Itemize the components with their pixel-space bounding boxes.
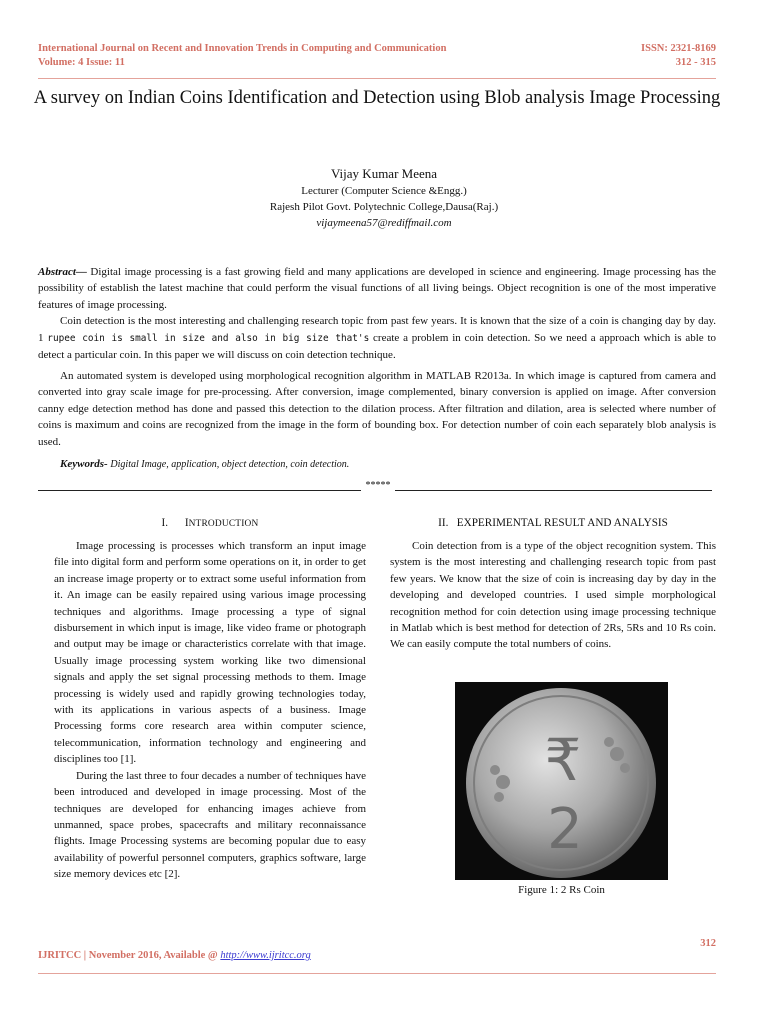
separator-stars: ***** [365, 480, 391, 491]
coin-rupee-symbol: ₹ [544, 726, 582, 794]
keywords-label: Keywords- [60, 458, 108, 470]
author-institution: Rajesh Pilot Govt. Polytechnic College,Dausa(Raj.) [269, 201, 499, 213]
coin-value: 2 [547, 797, 583, 862]
introduction-body [54, 538, 366, 883]
page-number: 312 [700, 938, 716, 949]
author-position: Lecturer (Computer Science &Engg.) [301, 185, 467, 197]
separator-line-left [38, 490, 361, 491]
abstract-paragraph-2: Coin detection is the most interesting and challenging research topic from past few years. It is known that the size of a coin is changing day by day. 1 rupee coin is small in size and also in big size that's create a problem in coin detection. So we need a approach which is able to detect a particular coin. In this paper we will discuss on coin detection technique. [38, 315, 717, 362]
header-right [641, 42, 716, 70]
separator-line-right [395, 490, 712, 491]
journal-link[interactable]: http://www.ijritcc.org [220, 950, 311, 961]
introduction-paragraph-2: During the last three to four decades a number of techniques have been introduced and developed in image processing. Most of the techniques are developed for enhancing images achieve from unmanned, space probes, spacecrafts and military reconnaissance flights. Image Processing systems are becoming popular due to easy availability of powerful personnel computers, graphics software, large size memory devices etc [2]. [54, 769, 366, 881]
author-name: Vijay Kumar Meena [330, 166, 438, 181]
results-paragraph-1: Coin detection from is a type of the object recognition system. This system is the most interesting and challenging research topic from past few years. We know that the size of coin is increasing day by day in the developing and developed countries. I used simple morphological recognition method for coin detection using image processing technique in Matlab which is best method for detection of 2Rs, 5Rs and 10 Rs coin. We can easily compute the total numbers of coins. [390, 540, 716, 651]
footer-text: IJRITCC | November 2016, Available @ [38, 950, 221, 961]
abstract-paragraph-3: An automated system is developed using morphological recognition algorithm in MATLAB R2013a. In which image is captured from camera and converted into gray scale image for pre-processing. After conversion, image complemented, binary conversion is applied on image. After conversion canny edge detection method has done and passed this detection to the dilation process. After filtration and dilation, area is selected where number of coins is maximum and coins are recognized from the image in the form of bounding box. For detection number of coin each separately blob analysis is used. [38, 370, 716, 448]
footer [38, 950, 311, 961]
author-email: vijaymeena57@rediffmail.com [316, 217, 452, 229]
page-range: 312 - 315 [675, 57, 716, 68]
footer-rule [38, 973, 716, 974]
volume-issue: Volume: 4 Issue: 11 [38, 57, 125, 68]
abstract-paragraph-1: Abstract— Digital image processing is a fast growing field and many applications are developed in science and engineering. Image processing has the possibility of establish the latest machine that could perform the visual functions of all living beings. Object recognition is one of the most imperative features of image processing. [38, 266, 716, 311]
issn: ISSN: 2321-8169 [641, 43, 716, 54]
section-heading-introduction: I. INTRODUCTION [161, 517, 259, 529]
paper-title: A survey on Indian Coins Identification and Detection using Blob analysis Image Processing [33, 88, 721, 108]
keywords [60, 458, 349, 470]
keywords-text: Digital Image, application, object detection, coin detection. [110, 459, 350, 470]
section-separator [38, 480, 712, 494]
header-left [38, 42, 446, 70]
results-body [390, 538, 716, 653]
figure-caption: Figure 1: 2 Rs Coin [518, 884, 605, 896]
coin-illustration [455, 682, 668, 880]
abstract-label: Abstract— [38, 266, 87, 278]
journal-name: International Journal on Recent and Innovation Trends in Computing and Communication [38, 43, 447, 54]
abstract [38, 264, 716, 363]
coin-photo [455, 682, 668, 880]
section-heading-results: II. EXPERIMENTAL RESULT AND ANALYSIS [438, 517, 668, 529]
header-rule [38, 78, 716, 79]
introduction-paragraph-1: Image processing is processes which transform an input image file into digital form and perform some operations on it, in order to get an increase image property or to extract some useful information from it. An image can be easily repaired using various image processing techniques and algorithms. Image processing a type of signal disbursement in which input is image, like video frame or photograph and output may be image or characteristics correlate with that image. Usually image processing system working like two dimensional signals and apply the set signal processing methods to them. Image processing is widely used and rapidly growing technologies today, with its applications in various aspects of a business. Image Processing forms core research area within computer science, telecommunication, information technology and engineering and disciplines too [1]. [54, 540, 366, 766]
